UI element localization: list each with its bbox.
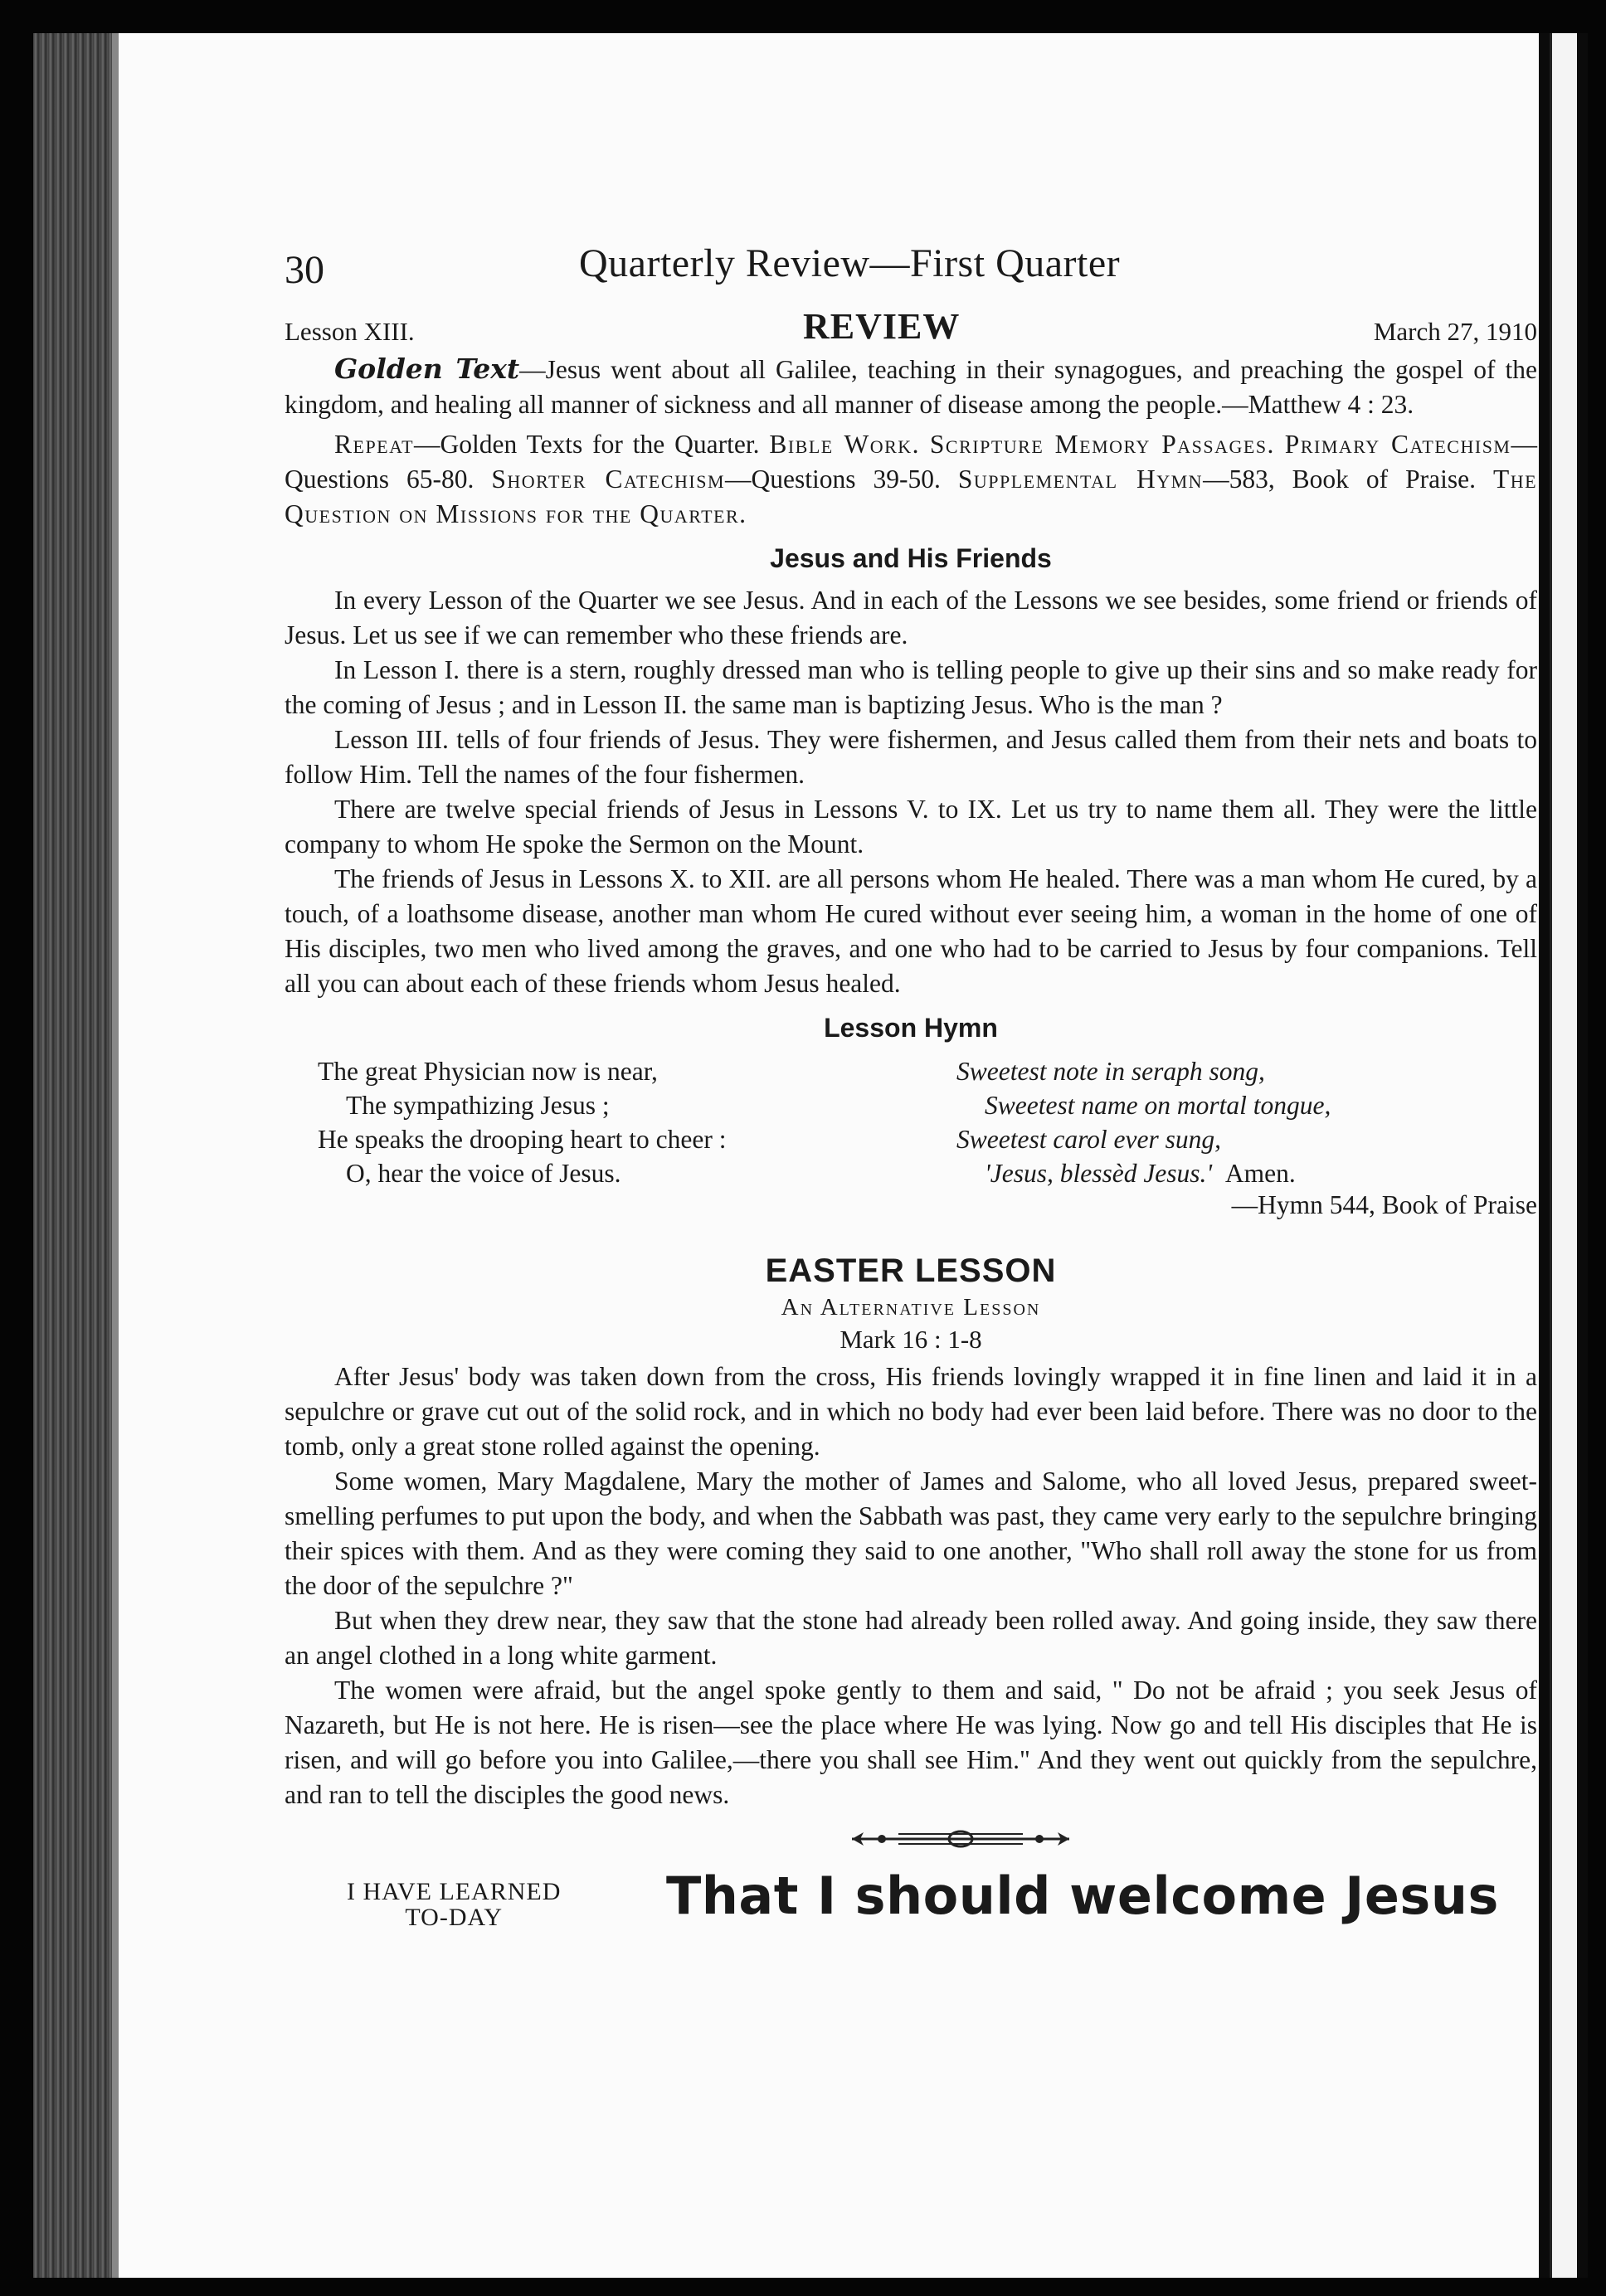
hymn-heading: Lesson Hymn (824, 1013, 998, 1043)
scan-border-left (0, 0, 33, 2296)
document-page (119, 33, 1539, 2278)
golden-text-body: —Jesus went about all Galilee, teaching in their synagogues, and preaching the gospel of the kingdom, and healing all manner of sickness and all manner of disease among the people.—Matthew 4 : 23. (285, 355, 1537, 419)
lesson-hymn (285, 1054, 1537, 1219)
primary-questions: —Questions 65-80. (285, 430, 1537, 494)
friends-paragraph: The friends of Jesus in Lessons X. to XII. are all persons whom He healed. There was a man whom He cured, by a touch, of a loathsome disease, another man whom He cured without ever seeing him, a woman in the home of one of His disciples, two men who lived among the graves, and one who had to be carried to Jesus by four companions. Tell all you can about each of these friends whom Jesus healed. (285, 864, 1537, 998)
hymn-line (956, 1156, 1331, 1190)
scan-border-bottom (0, 2278, 1606, 2296)
easter-subheading: An Alternative Lesson (781, 1294, 1041, 1321)
page-number: 30 (285, 248, 324, 292)
supplemental-hymn-text: —583, Book of Praise. (1203, 465, 1476, 494)
page-stack-edge (112, 33, 119, 2278)
running-head (285, 232, 1537, 299)
repeat-label: Repeat (334, 430, 415, 459)
easter-paragraph: After Jesus' body was taken down from the cross, His friends lovingly wrapped it in fine linen and laid it in a sepulchre or grave cut out of the solid rock, and in which no body had ever been laid before. There was no door to the tomb, only a great stone rolled against the opening. (285, 1362, 1537, 1461)
page-content (285, 232, 1537, 1957)
learned-today (285, 1866, 1537, 1957)
shorter-catechism: Shorter Catechism (491, 465, 726, 494)
hymn-line: O, hear the voice of Jesus. (346, 1159, 621, 1188)
hymn-line: Sweetest note in seraph song, (956, 1057, 1265, 1086)
ornament-row (285, 1812, 1537, 1866)
friends-paragraph: In Lesson I. there is a stern, roughly dressed man who is telling people to give up their sins and so make ready for the coming of Jesus ; and in Lesson II. the same man is baptizing Jesus. Who is the man ? (285, 655, 1537, 719)
scan-border-right (1588, 0, 1606, 2296)
friends-paragraph: There are twelve special friends of Jesus in Lessons V. to IX. Let us try to name them all. They were the little company to whom He spoke the Sermon on the Mount. (285, 795, 1537, 859)
scripture-memory: Scripture Memory Passages. (929, 430, 1275, 459)
book-spine (33, 33, 112, 2278)
scan-border-top (0, 0, 1606, 33)
learned-statement: That I should welcome Jesus (666, 1866, 1499, 1926)
friends-heading: Jesus and His Friends (770, 543, 1052, 573)
lesson-number: Lesson XIII. (285, 317, 415, 346)
missions-question: The Question on Missions for the Quarter. (285, 465, 1538, 528)
repeat-golden-texts: —Golden Texts for the Quarter. (414, 430, 760, 459)
hymn-line-text: 'Jesus, blessèd Jesus.' (985, 1159, 1213, 1188)
golden-text (285, 352, 1537, 422)
repeat-list (285, 427, 1537, 532)
friends-paragraph: Lesson III. tells of four friends of Jesus. They were fishermen, and Jesus called them from their nets and boats to follow Him. Tell the names of the four fishermen. (285, 725, 1537, 789)
shorter-questions: —Questions 39-50. (725, 465, 941, 494)
running-title: Quarterly Review—First Quarter (579, 241, 1121, 285)
easter-paragraph: The women were afraid, but the angel spoke gently to them and said, " Do not be afraid ; you seek Jesus of Nazareth, but He is not here. He is risen—see the place where He was lying. Now go and tell His disciples that He is risen, and will go before you into Galilee,—there you shall see Him." And they went out quickly from the sepulchre, and ran to tell the disciples the good news. (285, 1676, 1537, 1809)
hymn-line: He speaks the drooping heart to cheer : (318, 1125, 727, 1154)
next-page-edge (1550, 33, 1577, 2278)
hymn-amen: Amen. (1224, 1159, 1296, 1188)
lesson-header (285, 305, 1537, 352)
lesson-date: March 27, 1910 (1373, 317, 1537, 346)
learned-label-line: TO-DAY (405, 1904, 504, 1931)
learned-label (347, 1879, 561, 1930)
learned-label-line: I HAVE LEARNED (347, 1878, 562, 1905)
ornamental-divider-icon (849, 1827, 1073, 1851)
easter-paragraph: Some women, Mary Magdalene, Mary the mother of James and Salome, who all loved Jesus, prepared sweet-smelling perfumes to put upon the body, and when the Sabbath was past, they came very early to the sepulchre bringing their spices with them. And as they were coming they said to one another, "Who shall roll away the stone for us from the door of the sepulchre ?" (285, 1467, 1537, 1600)
primary-catechism: Primary Catechism (1284, 430, 1511, 459)
golden-text-label: Golden Text (334, 353, 520, 385)
friends-paragraph: In every Lesson of the Quarter we see Jesus. And in each of the Lessons we see besides, some friend or friends of Jesus. Let us see if we can remember who these friends are. (285, 586, 1537, 649)
hymn-line: Sweetest name on mortal tongue, (985, 1091, 1331, 1120)
hymn-citation: —Hymn 544, Book of Praise (1231, 1190, 1537, 1219)
supplemental-hymn: Supplemental Hymn (957, 465, 1204, 494)
easter-heading: EASTER LESSON (765, 1253, 1057, 1289)
easter-paragraph: But when they drew near, they saw that the stone had already been rolled away. And going inside, they saw there an angel clothed in a long white garment. (285, 1606, 1537, 1670)
bible-work: Bible Work. (769, 430, 921, 459)
hymn-verse-right (956, 1054, 1331, 1190)
hymn-line: Sweetest carol ever sung, (956, 1125, 1221, 1154)
lesson-title: REVIEW (803, 306, 961, 347)
hymn-verse-left (318, 1054, 726, 1190)
easter-reference: Mark 16 : 1-8 (840, 1325, 982, 1354)
hymn-line: The sympathizing Jesus ; (346, 1091, 610, 1120)
hymn-line: The great Physician now is near, (318, 1057, 658, 1086)
